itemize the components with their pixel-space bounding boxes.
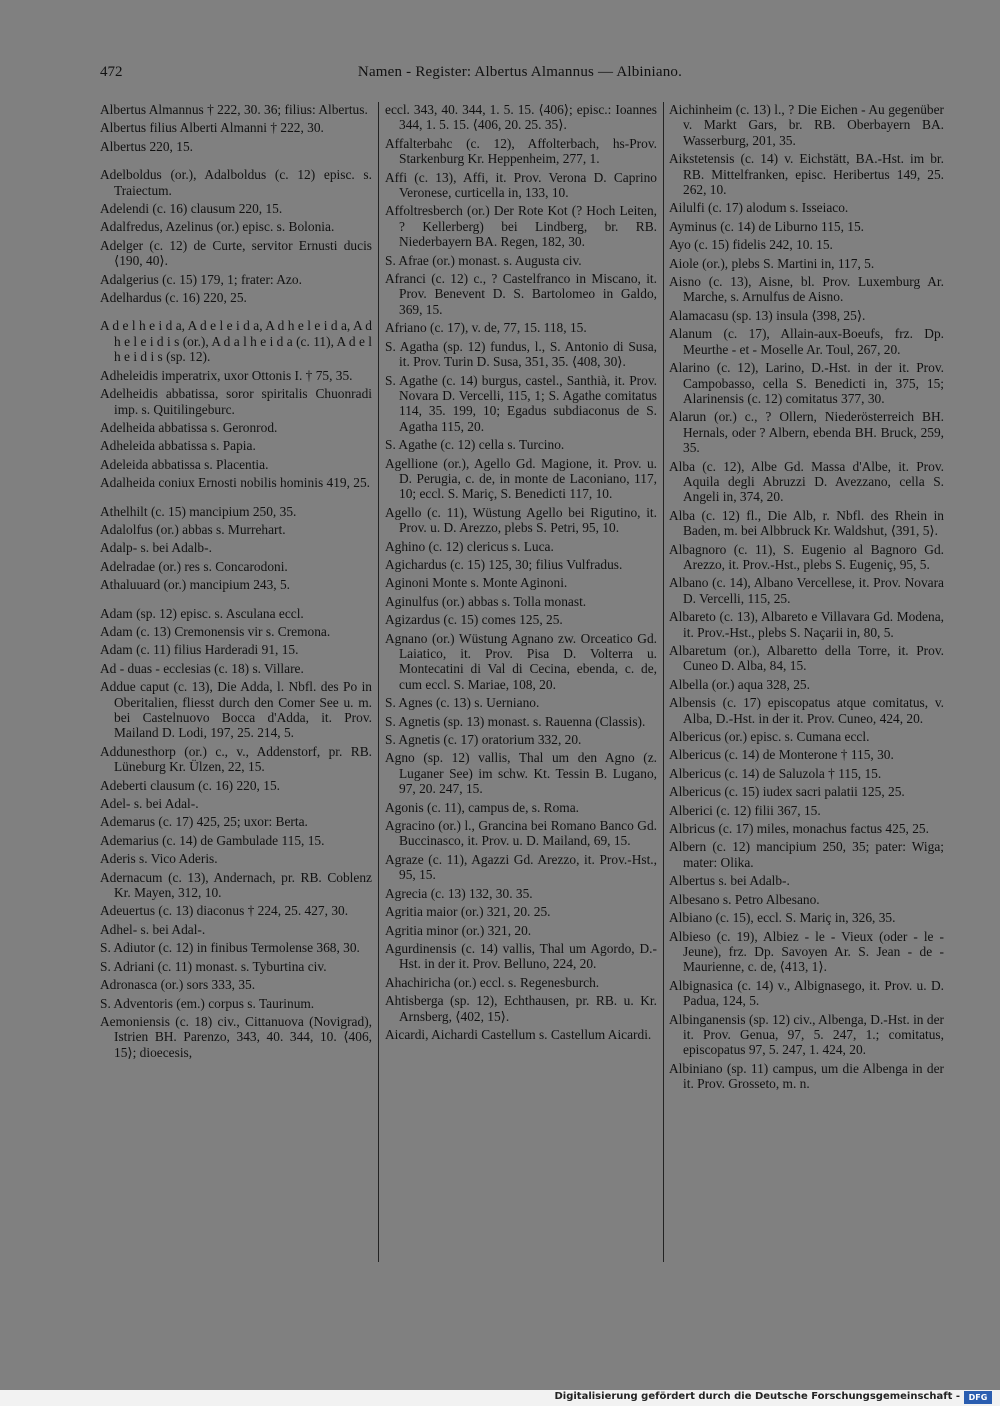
- index-entry: Agonis (c. 11), campus de, s. Roma.: [385, 799, 580, 815]
- index-entry: Alarun (or.) c., ? Ollern, Niederösterreich BH. Hernals, oder ? Albern, ebenda BH. Bruck, 259, 35.: [669, 409, 944, 456]
- index-entry: Albern (c. 12) mancipium 250, 35; pater: Wiga; mater: Olika.: [669, 839, 944, 870]
- index-entry: Albesano s. Petro Albesano.: [669, 891, 820, 907]
- index-entry: S. Agnetis (sp. 13) monast. s. Rauenna (Classis).: [385, 713, 646, 729]
- index-entry: Agurdinensis (c. 14) vallis, Thal um Agordo, D.-Hst. in der it. Prov. Belluno, 224, 20.: [385, 940, 657, 972]
- index-entry: Aginoni Monte s. Monte Aginoni.: [385, 575, 568, 591]
- index-entry: Albagnoro (c. 11), S. Eugenio al Bagnoro Gd. Arezzo, it. Prov.-Hst., plebs S. Eugeniç, 95, 5.: [669, 541, 944, 572]
- index-entry: S. Agatha (sp. 12) fundus, l., S. Antonio di Susa, it. Prov. Turin D. Susa, 351, 35. ⟨408, 30⟩.: [385, 338, 657, 370]
- index-column-1: [100, 102, 372, 1063]
- index-entry: Adam (c. 11) filius Harderadi 91, 15.: [100, 642, 299, 658]
- index-entry: Addue caput (c. 13), Die Adda, l. Nbfl. des Po in Oberitalien, fliesst durch den Comer See u. m. bei Castelnuovo Bocca d'Adda, it. Prov. Mailand D. Lodi, 197, 25. 214, 5.: [100, 679, 372, 741]
- index-entry: Aicardi, Aichardi Castellum s. Castellum Aicardi.: [385, 1026, 652, 1042]
- index-entry: Alanum (c. 17), Allain-aux-Boeufs, frz. Dp. Meurthe - et - Moselle Ar. Toul, 267, 20.: [669, 326, 944, 357]
- index-entry: Agizardus (c. 15) comes 125, 25.: [385, 612, 563, 628]
- column-divider: [378, 102, 379, 1262]
- index-entry: Agritia maior (or.) 321, 20. 25.: [385, 904, 551, 920]
- index-entry: Aikstetensis (c. 14) v. Eichstätt, BA.-Hst. im br. RB. Mittelfranken, episc. Heribertus 149, 25. 262, 10.: [669, 151, 944, 198]
- index-entry: Aemoniensis (c. 18) civ., Cittanuova (Novigrad), Istrien BH. Parenzo, 343, 40. 344, 10. ⟨406, 15⟩; dioecesis,: [100, 1013, 372, 1060]
- page-header: [100, 64, 940, 86]
- index-entry: eccl. 343, 40. 344, 1. 5. 15. ⟨406⟩; episc.: Ioannes 344, 1. 5. 15. ⟨406, 20. 25. 35⟩.: [385, 102, 657, 133]
- index-entry: Aisno (c. 13), Aisne, bl. Prov. Luxemburg Ar. Marche, s. Arnulfus de Aisno.: [669, 274, 944, 305]
- dfg-logo: DFG: [964, 1391, 992, 1404]
- index-entry: Adheleidis imperatrix, uxor Ottonis I. † 75, 35.: [100, 367, 353, 383]
- index-entry: Adam (c. 13) Cremonensis vir s. Cremona.: [100, 623, 331, 639]
- index-entry: Ayo (c. 15) fidelis 242, 10. 15.: [669, 237, 833, 253]
- index-entry: Agellione (or.), Agello Gd. Magione, it. Prov. u. D. Perugia, c. de, in monte de Laconiano, 117, 10; eccl. S. Mariç, S. Benedicti 117, 10.: [385, 455, 657, 502]
- index-entry: Ahachiricha (or.) eccl. s. Regenesburch.: [385, 974, 600, 990]
- index-entry: Agnano (or.) Wüstung Agnano zw. Orceatico Gd. Laiatico, it. Prov. Pisa D. Volterra u. Montecatini di Val di Cecina, ebenda, c. de, cum eccl. S. Mariae, 108, 20.: [385, 630, 657, 692]
- index-entry: Affalterbahc (c. 12), Affolterbach, hs-Prov. Starkenburg Kr. Heppenheim, 277, 1.: [385, 135, 657, 167]
- index-column-3: [669, 102, 944, 1095]
- index-entry: Aginulfus (or.) abbas s. Tolla monast.: [385, 593, 587, 609]
- index-entry: Agno (sp. 12) vallis, Thal um den Agno (z. Luganer See) im schw. Kt. Tessin B. Lugano, 97, 20. 247, 15.: [385, 750, 657, 797]
- index-entry: Affoltresberch (or.) Der Rote Kot (? Hoch Leiten, ? Kellerberg) bei Lindberg, br. RB. Niederbayern BA. Regen, 182, 30.: [385, 203, 657, 250]
- index-entry: Albericus (c. 15) iudex sacri palatii 125, 25.: [669, 784, 905, 800]
- index-entry: Agritia minor (or.) 321, 20.: [385, 922, 532, 938]
- index-entry: Albericus (c. 14) de Monterone † 115, 30.: [669, 747, 894, 763]
- running-title: Namen - Register: Albertus Almannus — Albiniano.: [357, 64, 683, 80]
- index-entry: Ademarius (c. 14) de Gambulade 115, 15.: [100, 832, 325, 848]
- index-entry: Adam (sp. 12) episc. s. Asculana eccl.: [100, 605, 304, 621]
- index-entry: S. Afrae (or.) monast. s. Augusta civ.: [385, 252, 582, 268]
- column-divider: [663, 102, 664, 1262]
- index-entry: Adelger (c. 12) de Curte, servitor Ernusti ducis ⟨190, 40⟩.: [100, 237, 372, 269]
- index-entry: Adalolfus (or.) abbas s. Murrehart.: [100, 521, 286, 537]
- index-entry: Adhel- s. bei Adal-.: [100, 921, 206, 937]
- index-entry: Aghino (c. 12) clericus s. Luca.: [385, 538, 554, 554]
- index-entry: Ahtisberga (sp. 12), Echthausen, pr. RB. u. Kr. Arnsberg, ⟨402, 15⟩.: [385, 993, 657, 1024]
- index-entry: Adalheida coniux Ernosti nobilis hominis 419, 25.: [100, 475, 371, 491]
- index-entry: Agracino (or.) l., Grancina bei Romano Banco Gd. Buccinasco, it. Prov. u. D. Mailand, 69, 15.: [385, 818, 657, 849]
- index-entry: Adelheidis abbatissa, soror spiritalis Chuonradi imp. s. Quitilingeburc.: [100, 386, 372, 417]
- index-entry: Alberici (c. 12) filii 367, 15.: [669, 802, 821, 818]
- index-entry: Adalfredus, Azelinus (or.) episc. s. Bolonia.: [100, 219, 335, 235]
- index-entry: Albertus filius Alberti Almanni † 222, 30.: [100, 120, 324, 136]
- index-entry: Athelhilt (c. 15) mancipium 250, 35.: [100, 503, 297, 519]
- index-entry: S. Agathe (c. 12) cella s. Turcino.: [385, 437, 565, 453]
- index-entry: S. Adiutor (c. 12) in finibus Termolense 368, 30.: [100, 940, 360, 956]
- index-entry: Albiniano (sp. 11) campus, um die Albenga in der it. Prov. Grosseto, m. n.: [669, 1060, 944, 1092]
- index-entry: Albella (or.) aqua 328, 25.: [669, 676, 810, 692]
- index-column-2: [385, 102, 657, 1045]
- index-entry: Albieso (c. 19), Albiez - le - Vieux (oder - le - Jeune), frz. Dp. Savoyen Ar. S. Jean - de - Maurienne, c. de, ⟨413, 1⟩.: [669, 928, 944, 975]
- index-entry: Albareto (c. 13), Albareto e Villavara Gd. Modena, it. Prov.-Hst., plebs S. Naçarii in, 80, 5.: [669, 609, 944, 640]
- index-entry: Adeuertus (c. 13) diaconus † 224, 25. 427, 30.: [100, 903, 349, 919]
- index-entry: Agraze (c. 11), Agazzi Gd. Arezzo, it. Prov.-Hst., 95, 15.: [385, 851, 657, 883]
- index-entry: Aiole (or.), plebs S. Martini in, 117, 5.: [669, 255, 875, 271]
- index-entry: S. Agnetis (c. 17) oratorium 332, 20.: [385, 732, 582, 748]
- index-entry: Adronasca (or.) sors 333, 35.: [100, 977, 256, 993]
- index-entry: Ayminus (c. 14) de Liburno 115, 15.: [669, 218, 865, 234]
- index-entry: Afranci (c. 12) c., ? Castelfranco in Miscano, it. Prov. Benevent D. S. Bartolomeo in Galdo, 369, 15.: [385, 271, 657, 317]
- index-entry: Adalp- s. bei Adalb-.: [100, 540, 212, 556]
- index-entry: Affi (c. 13), Affi, it. Prov. Verona D. Caprino Veronese, curticella in, 133, 10.: [385, 169, 657, 201]
- index-entry: Albertus Almannus † 222, 30. 36; filius: Albertus.: [100, 102, 368, 117]
- index-entry: Alarino (c. 12), Larino, D.-Hst. in der it. Prov. Campobasso, cella S. Benedicti in, 375, 15; Alarinensis (c. 12) comitatus 377, 30.: [669, 360, 944, 406]
- index-entry: Afriano (c. 17), v. de, 77, 15. 118, 15.: [385, 320, 587, 336]
- index-entry: Aderis s. Vico Aderis.: [100, 851, 218, 867]
- index-entry: Adelboldus (or.), Adalboldus (c. 12) episc. s. Traiectum.: [100, 167, 372, 198]
- index-entry: Alba (c. 12), Albe Gd. Massa d'Albe, it. Prov. Aquila degli Abruzzi D. Avezzano, cella S. Angeli in, 374, 20.: [669, 458, 944, 505]
- index-entry: Adelhardus (c. 16) 220, 25.: [100, 290, 247, 306]
- index-entry: Adalgerius (c. 15) 179, 1; frater: Azo.: [100, 271, 302, 287]
- index-entry: Ailulfi (c. 17) alodum s. Isseiaco.: [669, 200, 849, 216]
- index-entry: Albertus 220, 15.: [100, 138, 193, 154]
- index-entry: Adelheida abbatissa s. Geronrod.: [100, 419, 278, 435]
- index-entry: Alba (c. 12) fl., Die Alb, r. Nbfl. des Rhein in Baden, m. bei Albbruck Kr. Waldshut, ⟨391, 5⟩.: [669, 507, 944, 539]
- index-entry: Albano (c. 14), Albano Vercellese, it. Prov. Novara D. Vercelli, 115, 25.: [669, 575, 944, 606]
- index-entry: Ad - duas - ecclesias (c. 18) s. Villare.: [100, 660, 304, 676]
- index-entry: Adernacum (c. 13), Andernach, pr. RB. Coblenz Kr. Mayen, 312, 10.: [100, 869, 372, 901]
- index-entry: S. Agnes (c. 13) s. Uerniano.: [385, 695, 540, 711]
- index-entry: Albricus (c. 17) miles, monachus factus 425, 25.: [669, 821, 929, 837]
- index-entry: Alamacasu (sp. 13) insula ⟨398, 25⟩.: [669, 307, 866, 323]
- index-entry: Adel- s. bei Adal-.: [100, 796, 199, 812]
- index-entry: S. Adriani (c. 11) monast. s. Tyburtina civ.: [100, 958, 327, 974]
- index-entry: Adeleida abbatissa s. Placentia.: [100, 456, 269, 472]
- index-entry: Albaretum (or.), Albaretto della Torre, it. Prov. Cuneo D. Alba, 84, 15.: [669, 643, 944, 674]
- index-entry: Agichardus (c. 15) 125, 30; filius Vulfradus.: [385, 556, 623, 572]
- index-entry: Agrecia (c. 13) 132, 30. 35.: [385, 885, 533, 901]
- index-entry: Albericus (or.) episc. s. Cumana eccl.: [669, 729, 870, 745]
- footer-bar: [0, 1390, 1000, 1406]
- index-entry: S. Adventoris (em.) corpus s. Taurinum.: [100, 995, 315, 1011]
- index-entry: Albiano (c. 15), eccl. S. Mariç in, 326, 35.: [669, 910, 896, 926]
- index-entry: S. Agathe (c. 14) burgus, castel., Santhià, it. Prov. Novara D. Vercelli, 115, 1; S. Agathe comitatus 114, 35. 199, 10; Egadus subdiaconus de S. Agatha 115, 20.: [385, 372, 657, 434]
- index-entry: Albensis (c. 17) episcopatus atque comitatus, v. Alba, D.-Hst. in der it. Prov. Cuneo, 424, 20.: [669, 695, 944, 726]
- page-number: 472: [100, 64, 123, 80]
- index-entry: Albignasica (c. 14) v., Albignasego, it. Prov. u. D. Padua, 124, 5.: [669, 977, 944, 1009]
- index-entry: Addunesthorp (or.) c., v., Addenstorf, pr. RB. Lüneburg Kr. Ülzen, 22, 15.: [100, 743, 372, 775]
- index-entry: Adheleida abbatissa s. Papia.: [100, 438, 256, 454]
- index-entry: Athaluuard (or.) mancipium 243, 5.: [100, 577, 291, 593]
- index-entry: Agello (c. 11), Wüstung Agello bei Rigutino, it. Prov. u. D. Arezzo, plebs S. Petri, 95, 10.: [385, 504, 657, 536]
- index-entry: Adelradae (or.) res s. Concarodoni.: [100, 558, 288, 574]
- footer-credit: Digitalisierung gefördert durch die Deutsche Forschungsgemeinschaft -: [554, 1391, 960, 1402]
- index-entry: Aichinheim (c. 13) l., ? Die Eichen - Au gegenüber v. Markt Gars, br. RB. Oberbayern BA. Wasserburg, 201, 35.: [669, 102, 944, 148]
- index-entry: Adelendi (c. 16) clausum 220, 15.: [100, 201, 283, 217]
- index-entry: Albertus s. bei Adalb-.: [669, 873, 790, 889]
- index-entry: Albericus (c. 14) de Saluzola † 115, 15.: [669, 765, 882, 781]
- index-entry: Albinganensis (sp. 12) civ., Albenga, D.-Hst. in der it. Prov. Genua, 97, 5. 247, 1.; comitatus, episcopatus 97, 5. 247, 1. 424, 20.: [669, 1011, 944, 1058]
- index-entry: Ademarus (c. 17) 425, 25; uxor: Berta.: [100, 814, 308, 830]
- index-entry: Adeberti clausum (c. 16) 220, 15.: [100, 777, 280, 793]
- index-entry: A d e l h e i d a, A d e l e i d a, A d h e l e i d a, A d h e l e i d i s (or.), A d a l h e i d a (c. 11), A d e l h e i d i s (sp. 12).: [100, 318, 372, 365]
